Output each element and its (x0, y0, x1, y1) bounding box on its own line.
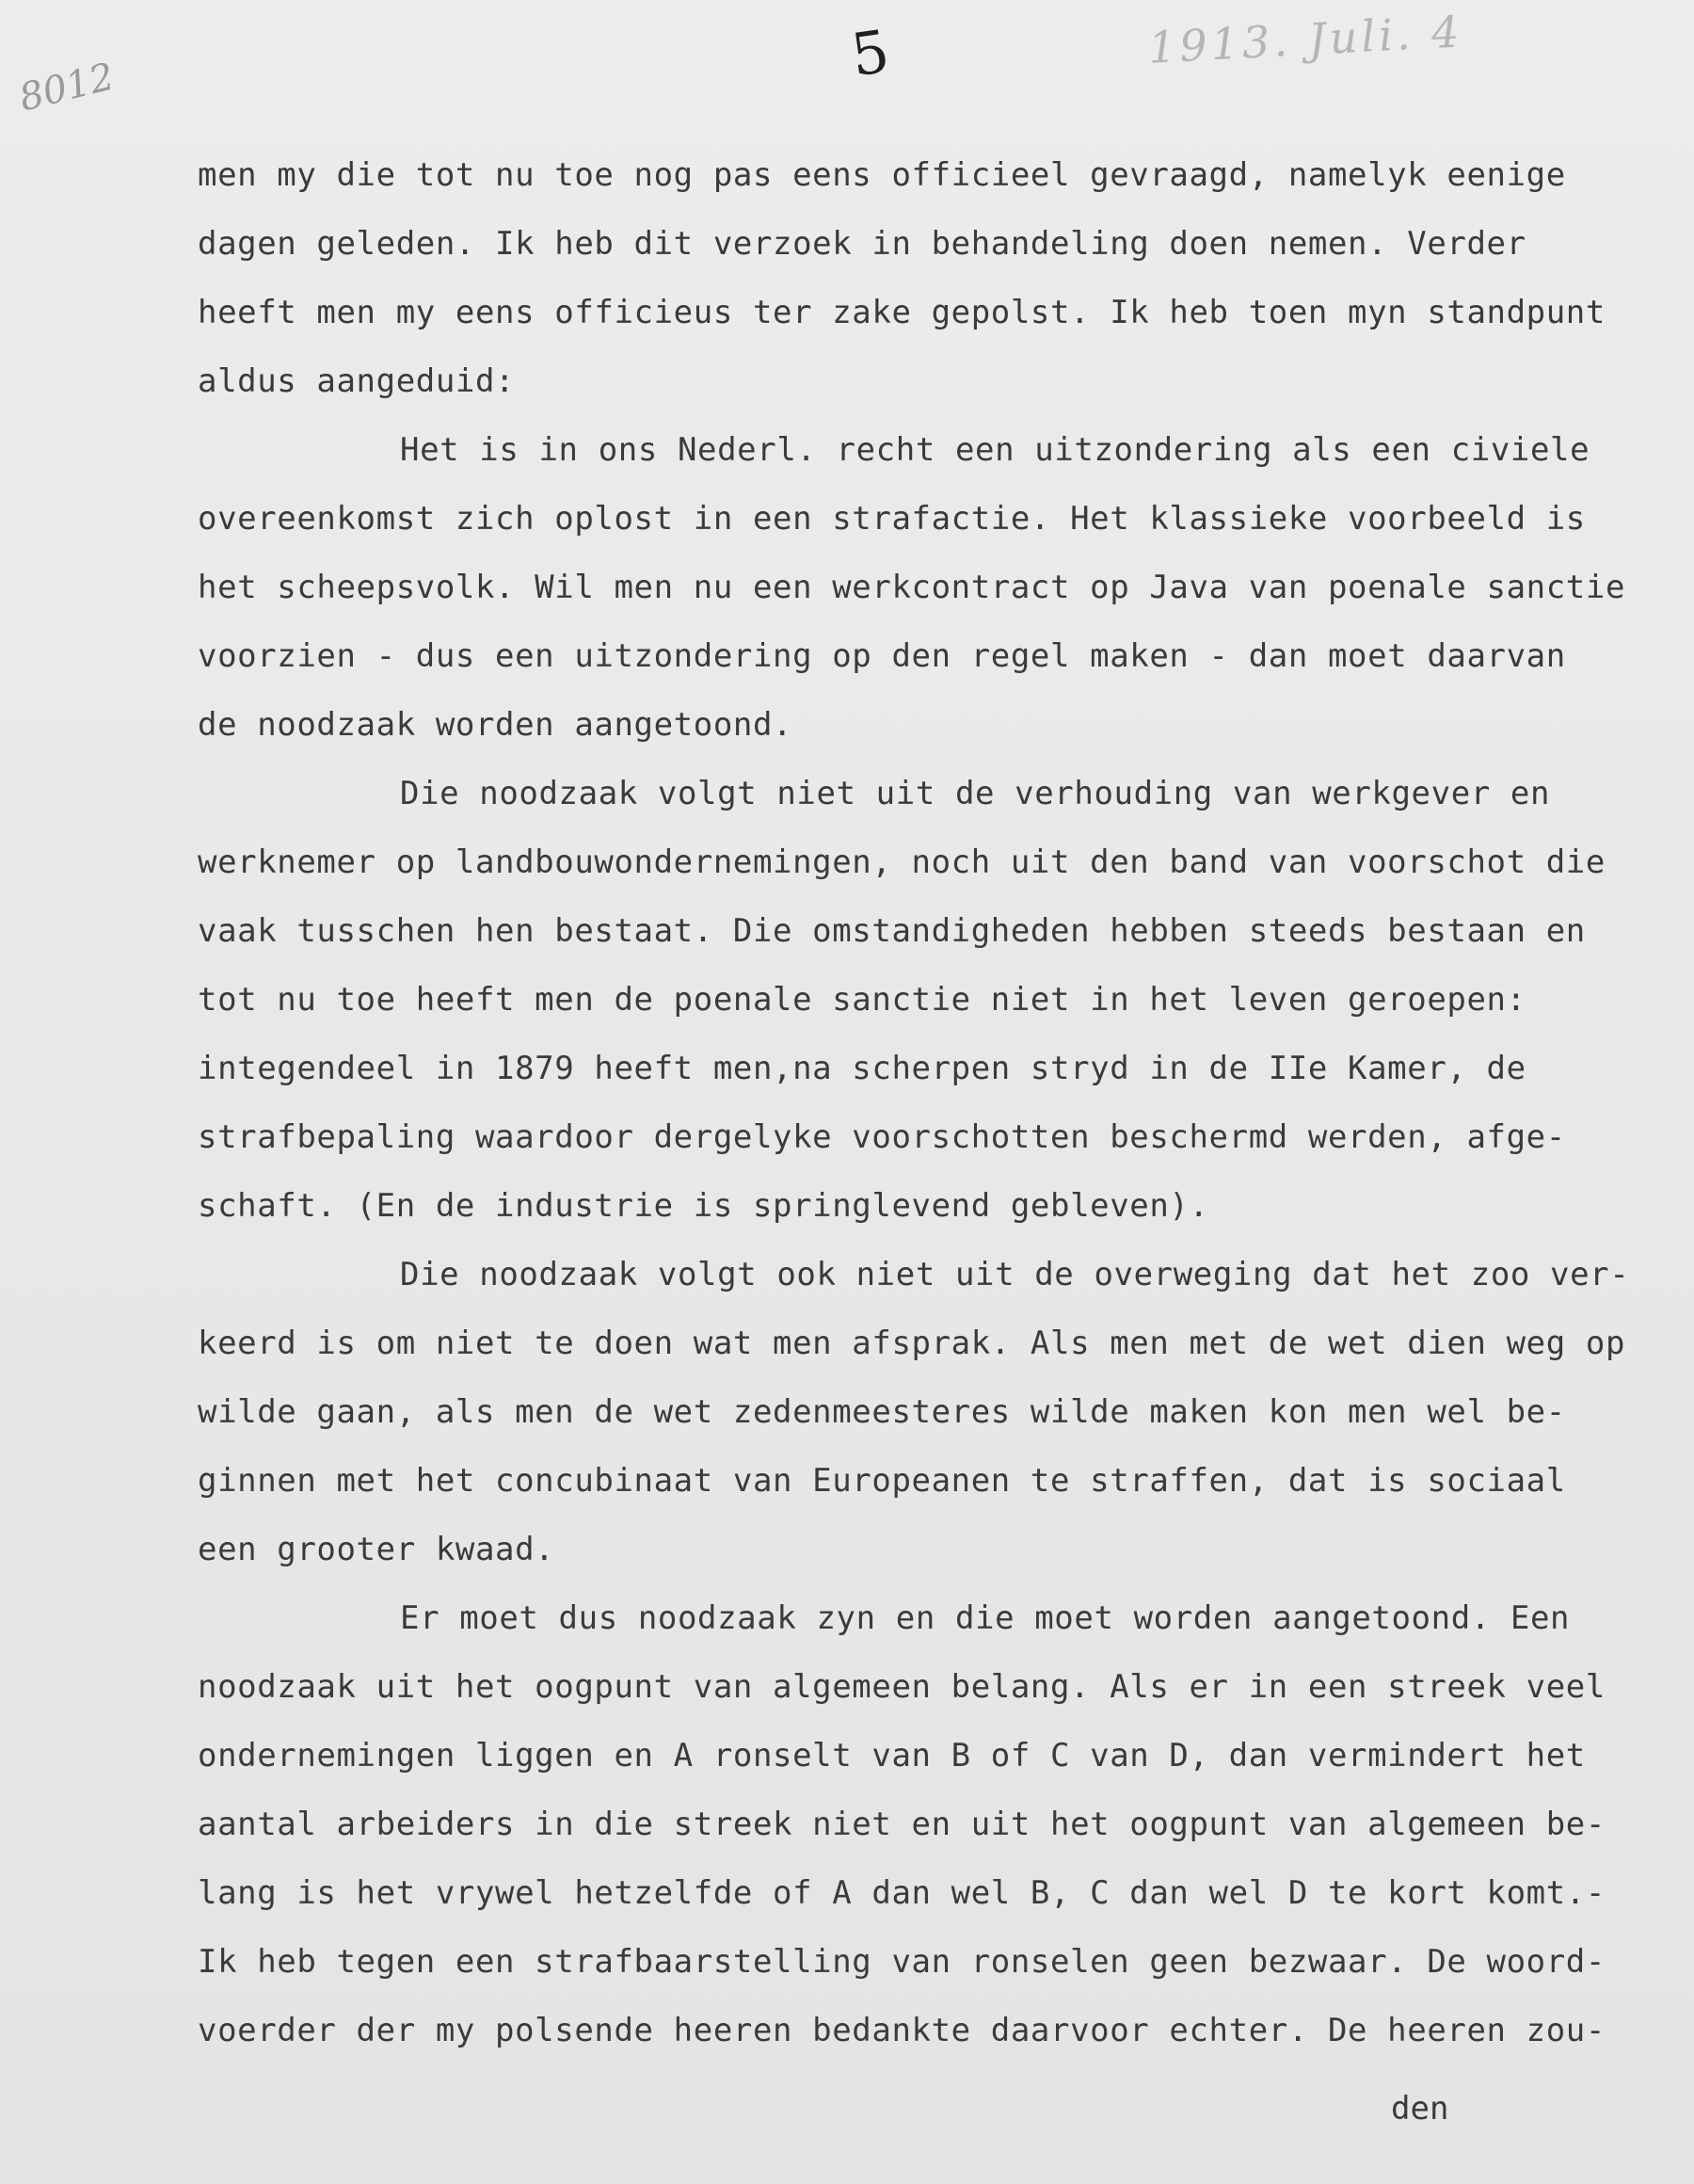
text-line: tot nu toe heeft men de poenale sanctie niet in het leven geroepen: (198, 981, 1526, 1019)
typed-body (198, 141, 1666, 2065)
text-line: Er moet dus noodzaak zyn en die moet worden aangetoond. Een (400, 1599, 1571, 1637)
text-line: strafbepaling waardoor dergelyke voorschotten beschermd werden, afge- (198, 1118, 1566, 1156)
paragraph-3 (198, 760, 1666, 1241)
text-line: lang is het vrywel hetzelfde of A dan wel B, C dan wel D te kort komt.- (198, 1874, 1606, 1912)
text-line: wilde gaan, als men de wet zedenmeesteres wilde maken kon men wel be- (198, 1393, 1566, 1431)
archive-number-annotation: 8012 (14, 55, 119, 120)
text-line: Die noodzaak volgt niet uit de verhouding van werkgever en (400, 775, 1551, 812)
text-line: het scheepsvolk. Wil men nu een werkcontract op Java van poenale sanctie (198, 569, 1626, 606)
text-line: dagen geleden. Ik heb dit verzoek in behandeling doen nemen. Verder (198, 225, 1526, 263)
text-line: voorzien - dus een uitzondering op den regel maken - dan moet daarvan (198, 637, 1566, 675)
date-annotation: 1913. Juli. 4 (1146, 6, 1464, 73)
paragraph-4 (198, 1241, 1666, 1584)
text-line: integendeel in 1879 heeft men,na scherpen stryd in de IIe Kamer, de (198, 1050, 1526, 1087)
page-number: 5 (847, 16, 894, 90)
text-line: Het is in ons Nederl. recht een uitzondering als een civiele (400, 431, 1590, 469)
text-line: de noodzaak worden aangetoond. (198, 706, 793, 744)
text-line: vaak tusschen hen bestaat. Die omstandigheden hebben steeds bestaan en (198, 912, 1586, 950)
paragraph-2 (198, 416, 1666, 760)
text-line: werknemer op landbouwondernemingen, noch uit den band van voorschot die (198, 843, 1606, 881)
text-line: schaft. (En de industrie is springlevend gebleven). (198, 1187, 1209, 1225)
text-line: keerd is om niet te doen wat men afsprak. Als men met de wet dien weg op (198, 1325, 1626, 1362)
text-line: een grooter kwaad. (198, 1531, 555, 1568)
text-line: Ik heb tegen een strafbaarstelling van ronselen geen bezwaar. De woord- (198, 1943, 1606, 1981)
text-line: heeft men my eens officieus ter zake gepolst. Ik heb toen myn standpunt (198, 294, 1606, 331)
text-line: ondernemingen liggen en A ronselt van B of C van D, dan vermindert het (198, 1737, 1586, 1774)
catchword: den (1391, 2090, 1449, 2128)
text-line: overeenkomst zich oplost in een strafactie. Het klassieke voorbeeld is (198, 500, 1586, 538)
text-line: aldus aangeduid: (198, 362, 516, 400)
text-line: ginnen met het concubinaat van Europeanen te straffen, dat is sociaal (198, 1462, 1566, 1500)
paragraph-5 (198, 1584, 1666, 2065)
paragraph-1 (198, 141, 1666, 416)
text-line: Die noodzaak volgt ook niet uit de overweging dat het zoo ver- (400, 1256, 1630, 1293)
text-line: aantal arbeiders in die streek niet en uit het oogpunt van algemeen be- (198, 1806, 1606, 1843)
text-line: noodzaak uit het oogpunt van algemeen belang. Als er in een streek veel (198, 1668, 1606, 1706)
text-line: voerder der my polsende heeren bedankte daarvoor echter. De heeren zou- (198, 2012, 1606, 2049)
text-line: men my die tot nu toe nog pas eens officieel gevraagd, namelyk eenige (198, 156, 1566, 194)
